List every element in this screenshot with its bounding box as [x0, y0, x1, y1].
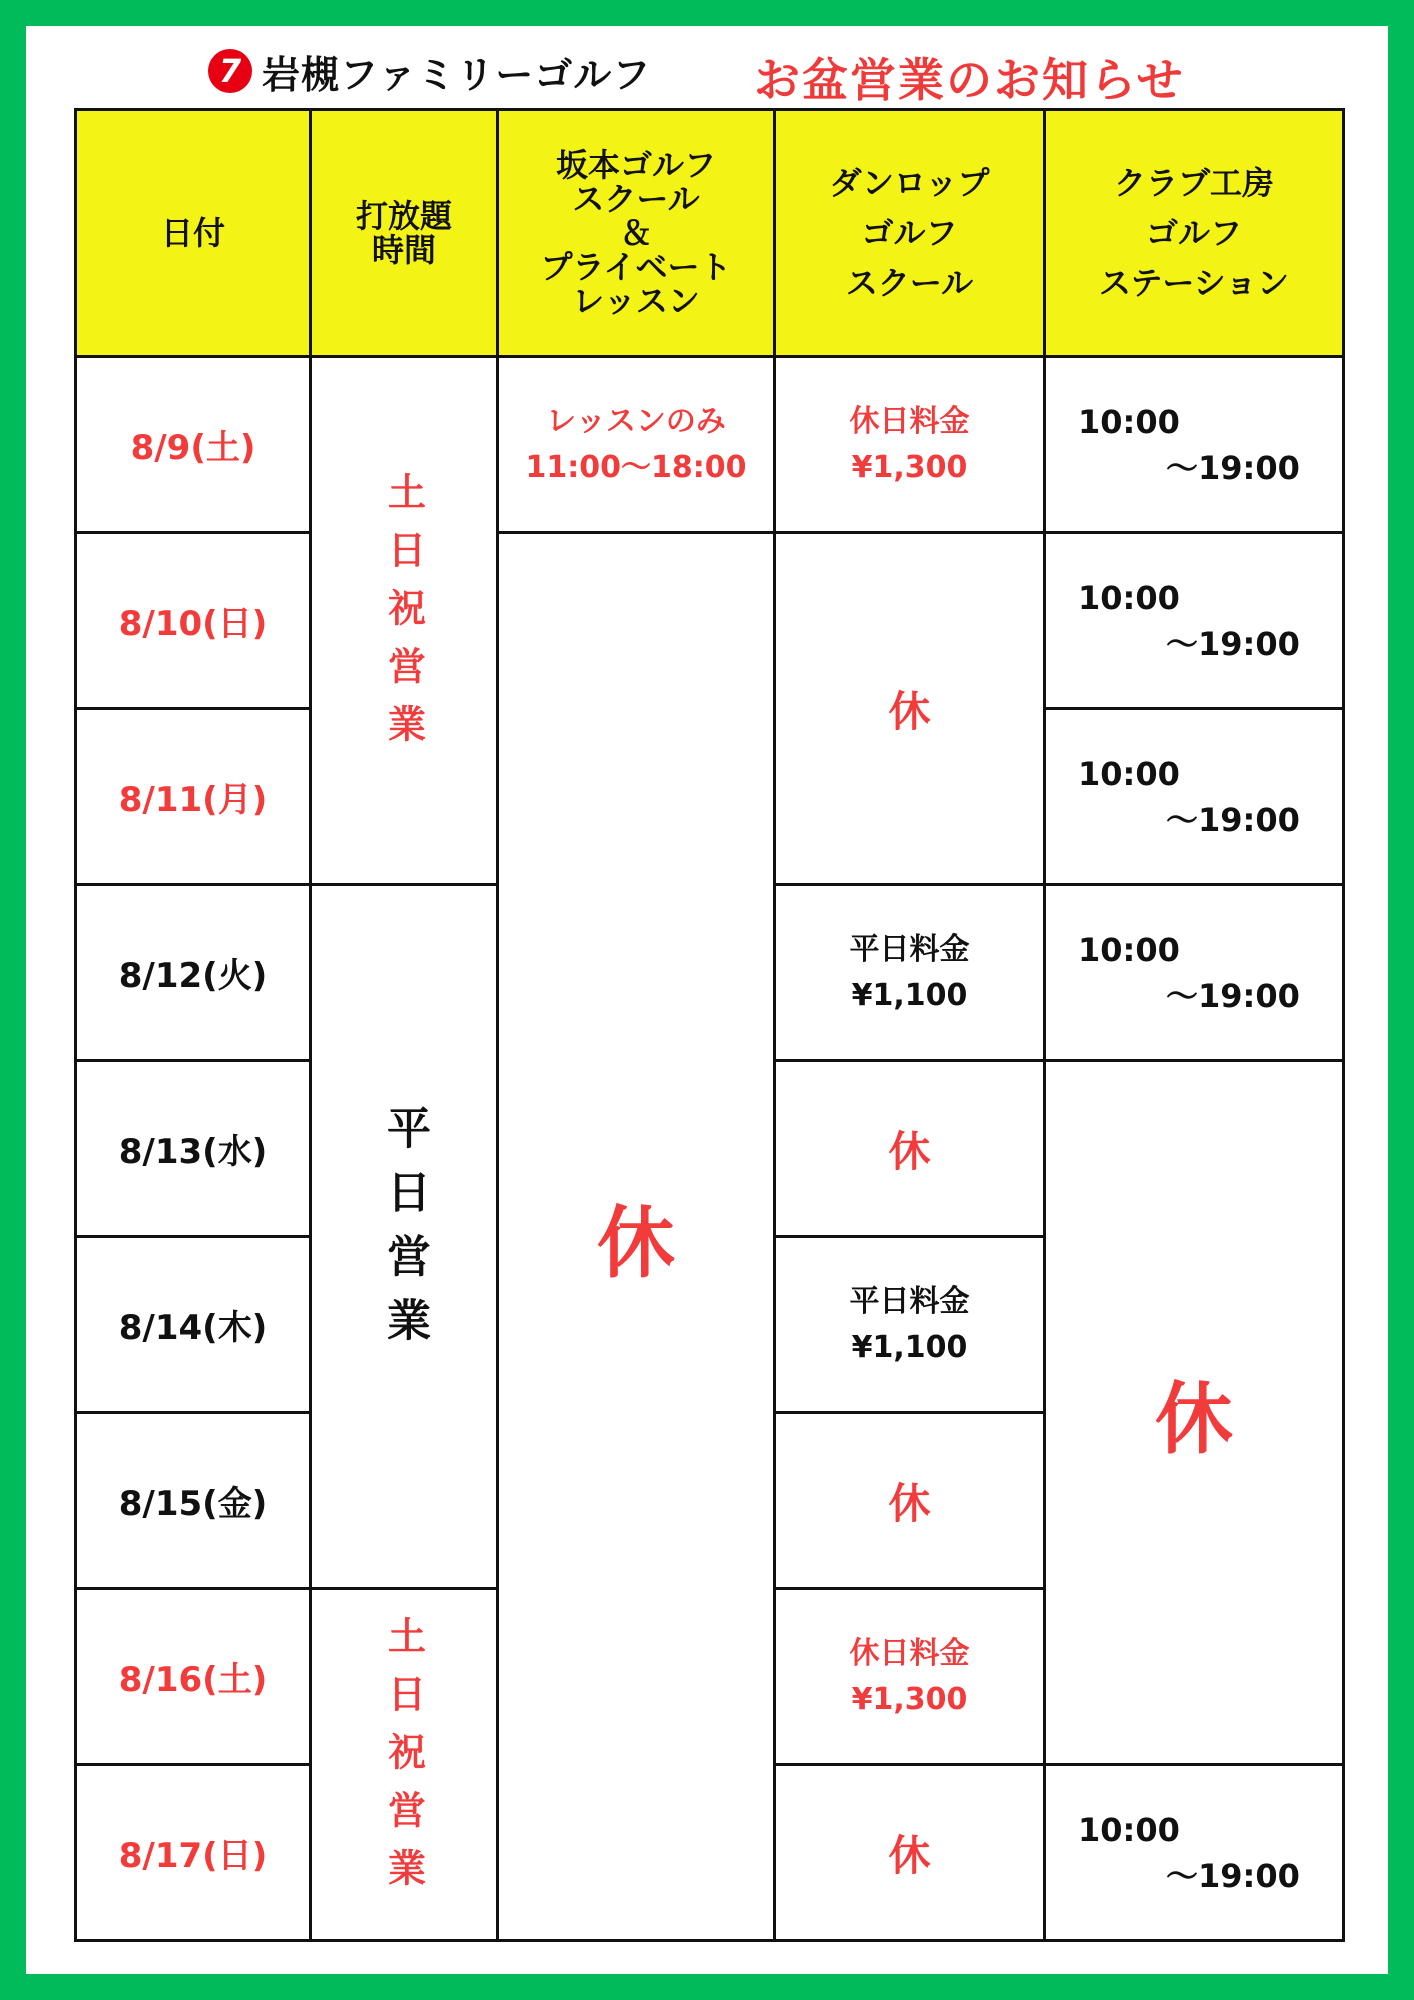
logo — [208, 46, 651, 96]
logo-text: 岩槻ファミリーゴルフ — [262, 52, 652, 97]
date-cell: 8/14(木) — [76, 1237, 311, 1413]
date-cell: 8/12(火) — [76, 885, 311, 1061]
logo-mark-icon: 7 — [208, 49, 252, 93]
date-cell: 8/15(金) — [76, 1413, 311, 1589]
col-header-date: 日付 — [76, 110, 311, 357]
table-row — [76, 533, 1344, 709]
dunlop-holiday-rate-cell: 休日料金 ¥1,300 — [775, 357, 1045, 533]
club-closed-cell: 休 — [1045, 1061, 1344, 1765]
table-header-row — [76, 110, 1344, 357]
sakamoto-lesson-cell: レッスンのみ 11:00〜18:00 — [498, 357, 775, 533]
practice-holiday-label: 土日祝営業 — [381, 471, 426, 762]
dunlop-weekday-rate-cell: 平日料金 ¥1,100 — [775, 1237, 1045, 1413]
dunlop-holiday-rate-cell: 休日料金 ¥1,300 — [775, 1589, 1045, 1765]
practice-weekday-cell — [311, 885, 498, 1589]
col-header-dunlop: ダンロップ ゴルフ スクール — [775, 110, 1045, 357]
dunlop-weekday-rate-cell: 平日料金 ¥1,100 — [775, 885, 1045, 1061]
dunlop-closed-cell: 休 — [775, 1061, 1045, 1237]
table-row — [76, 357, 1344, 533]
notice-sheet — [26, 26, 1388, 1974]
date-cell: 8/16(土) — [76, 1589, 311, 1765]
practice-holiday-label: 土日祝営業 — [381, 1615, 426, 1906]
date-cell: 8/17(日) — [76, 1765, 311, 1941]
sakamoto-closed-cell: 休 — [498, 533, 775, 1941]
schedule-table — [74, 108, 1345, 1942]
header — [26, 26, 1388, 116]
practice-weekday-label: 平日営業 — [379, 1104, 430, 1361]
dunlop-closed-cell: 休 — [775, 533, 1045, 885]
club-hours-cell: 10:00 〜19:00 — [1045, 885, 1344, 1061]
club-hours-cell: 10:00 〜19:00 — [1045, 1765, 1344, 1941]
dunlop-closed-cell: 休 — [775, 1413, 1045, 1589]
club-hours-cell: 10:00 〜19:00 — [1045, 357, 1344, 533]
date-cell: 8/13(水) — [76, 1061, 311, 1237]
date-cell: 8/10(日) — [76, 533, 311, 709]
date-cell: 8/9(土) — [76, 357, 311, 533]
col-header-club: クラブ工房 ゴルフ ステーション — [1045, 110, 1344, 357]
club-hours-cell: 10:00 〜19:00 — [1045, 533, 1344, 709]
practice-holiday-cell — [311, 357, 498, 885]
page-title: お盆営業のお知らせ — [754, 53, 1185, 107]
col-header-practice: 打放題 時間 — [311, 110, 498, 357]
date-cell: 8/11(月) — [76, 709, 311, 885]
col-header-sakamoto: 坂本ゴルフ スクール ＆ プライベート レッスン — [498, 110, 775, 357]
dunlop-closed-cell: 休 — [775, 1765, 1045, 1941]
practice-holiday-cell — [311, 1589, 498, 1941]
club-hours-cell: 10:00 〜19:00 — [1045, 709, 1344, 885]
